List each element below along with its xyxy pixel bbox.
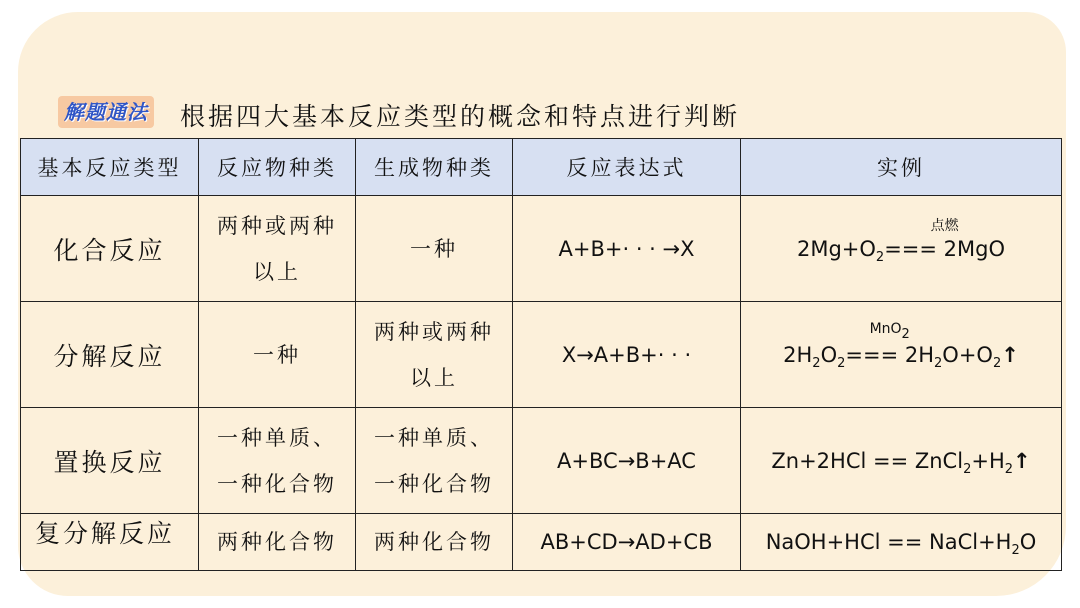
- gas-arrow-icon: ↑: [1001, 342, 1019, 367]
- page-title: 根据四大基本反应类型的概念和特点进行判断: [180, 102, 741, 131]
- table-row: [21, 514, 1062, 571]
- column-header: 实例: [741, 139, 1062, 196]
- example-text: O+O: [942, 342, 993, 367]
- reaction-types-table: [20, 138, 1062, 571]
- reactant-cell: 一种: [199, 302, 356, 408]
- expression-cell: X→A+B+· · ·: [513, 302, 741, 408]
- product-text: 以上: [410, 365, 458, 390]
- reaction-condition: 点燃: [930, 217, 959, 234]
- column-header: 基本反应类型: [21, 139, 199, 196]
- reactant-text: 以上: [253, 259, 301, 284]
- subscript: 2: [1004, 461, 1014, 477]
- reaction-condition: [869, 320, 910, 342]
- example-text: 2H: [783, 342, 813, 367]
- column-header: 反应表达式: [513, 139, 741, 196]
- reaction-type-cell: [21, 514, 199, 571]
- column-header: 反应物种类: [199, 139, 356, 196]
- example-text: Zn+2HCl == ZnCl: [771, 448, 964, 473]
- method-tag: 解题通法: [58, 96, 154, 128]
- product-text: 一种化合物: [374, 471, 494, 496]
- table-header-row: [21, 139, 1062, 196]
- subscript: 2: [992, 355, 1002, 371]
- subscript: 2: [963, 461, 972, 477]
- example-text: 2Mg+O: [796, 236, 876, 261]
- reactant-text: 一种单质、: [217, 425, 337, 450]
- example-cell: [741, 302, 1062, 408]
- example-cell: [741, 408, 1062, 514]
- condition-wrapper: [884, 217, 1006, 261]
- example-cell: [741, 514, 1062, 571]
- example-text: +H: [971, 448, 1005, 473]
- gas-arrow-icon: ↑: [1013, 448, 1031, 473]
- reaction-type-text: 复分解反应: [35, 519, 176, 548]
- subscript: 2: [875, 249, 885, 265]
- reactant-text: 一种化合物: [217, 471, 337, 496]
- example-text: O: [1019, 530, 1037, 554]
- reactant-cell: 两种化合物: [199, 514, 356, 571]
- product-text: 一种单质、: [374, 425, 494, 450]
- reactant-cell: [199, 408, 356, 514]
- subscript: 2: [1011, 543, 1020, 558]
- expression-cell: A+BC→B+AC: [513, 408, 741, 514]
- subscript: 2: [812, 355, 821, 371]
- subscript: 2: [837, 355, 846, 371]
- product-cell: 一种: [356, 196, 513, 302]
- product-cell: [356, 408, 513, 514]
- condition-wrapper: [845, 320, 935, 367]
- reaction-type-cell: 化合反应: [21, 196, 199, 302]
- reactant-text: 两种或两种: [217, 213, 337, 238]
- product-text: 两种或两种: [374, 319, 494, 344]
- expression-cell: AB+CD→AD+CB: [513, 514, 741, 571]
- table-row: [21, 302, 1062, 408]
- catalyst-text: MnO: [869, 320, 902, 337]
- column-header: 生成物种类: [356, 139, 513, 196]
- reactant-cell: [199, 196, 356, 302]
- example-text: O: [820, 342, 838, 367]
- reaction-type-cell: 分解反应: [21, 302, 199, 408]
- expression-cell: A+B+· · · →X: [513, 196, 741, 302]
- table-row: [21, 408, 1062, 514]
- reaction-type-cell: 置换反应: [21, 408, 199, 514]
- example-text: === 2MgO: [884, 236, 1006, 261]
- subscript: 2: [901, 326, 910, 342]
- table-row: [21, 196, 1062, 302]
- product-cell: 两种化合物: [356, 514, 513, 571]
- example-text: === 2H: [845, 342, 935, 367]
- subscript: 2: [934, 355, 943, 371]
- example-text: NaOH+HCl == NaCl+H: [765, 530, 1012, 554]
- example-cell: [741, 196, 1062, 302]
- product-cell: [356, 302, 513, 408]
